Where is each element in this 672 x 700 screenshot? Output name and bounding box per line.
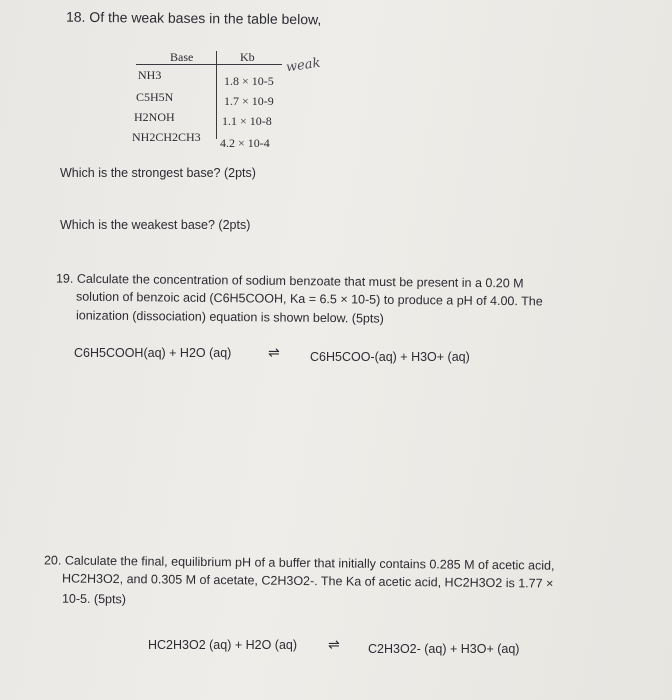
q19-equation-right: C6H5COO-(aq) + H3O+ (aq) bbox=[310, 350, 470, 364]
q18-title: 18. Of the weak bases in the table below, bbox=[65, 8, 322, 28]
handwritten-note: weak bbox=[285, 55, 322, 76]
table-header-base: Base bbox=[170, 50, 194, 64]
table-row-base: NH2CH2CH3 bbox=[132, 130, 201, 144]
table-row-kb: 1.7 × 10-9 bbox=[224, 94, 274, 108]
table-header-kb: Kb bbox=[240, 50, 255, 64]
table-row-base: C5H5N bbox=[136, 90, 174, 104]
q18-strongest-prompt: Which is the strongest base? (2pts) bbox=[60, 166, 256, 180]
table-row-kb: 1.1 × 10-8 bbox=[222, 114, 272, 128]
equilibrium-arrow-icon: ⇌ bbox=[268, 344, 280, 360]
q20-line-1: 20. Calculate the final, equilibrium pH of a buffer that initially contains 0.285 M of acetic acid, bbox=[43, 553, 555, 573]
table-header-divider bbox=[136, 64, 282, 65]
q19-line-1: 19. Calculate the concentration of sodium benzoate that must be present in a 0.20 M bbox=[55, 271, 524, 291]
q20-equation-left: HC2H3O2 (aq) + H2O (aq) bbox=[148, 638, 298, 652]
q20-line-3: 10-5. (5pts) bbox=[61, 591, 126, 607]
q19-line-2: solution of benzoic acid (C6H5COOH, Ka = 6.5 × 10-5) to produce a pH of 4.00. The bbox=[75, 289, 543, 309]
q19-equation-left: C6H5COOH(aq) + H2O (aq) bbox=[74, 346, 232, 360]
table-row-kb: 1.8 × 10-5 bbox=[224, 74, 274, 88]
table-row-base: H2NOH bbox=[134, 110, 175, 124]
table-row-base: NH3 bbox=[138, 68, 162, 82]
table-column-divider bbox=[216, 51, 217, 139]
table-row-kb: 4.2 × 10-4 bbox=[220, 136, 270, 150]
q18-weakest-prompt: Which is the weakest base? (2pts) bbox=[60, 218, 251, 232]
q20-equation-right: C2H3O2- (aq) + H3O+ (aq) bbox=[368, 642, 520, 656]
q20-line-2: HC2H3O2, and 0.305 M of acetate, C2H3O2-. The Ka of acetic acid, HC2H3O2 is 1.77 × bbox=[61, 571, 554, 591]
q19-line-3: ionization (dissociation) equation is shown below. (5pts) bbox=[75, 308, 384, 326]
equilibrium-arrow-icon: ⇌ bbox=[328, 636, 340, 652]
